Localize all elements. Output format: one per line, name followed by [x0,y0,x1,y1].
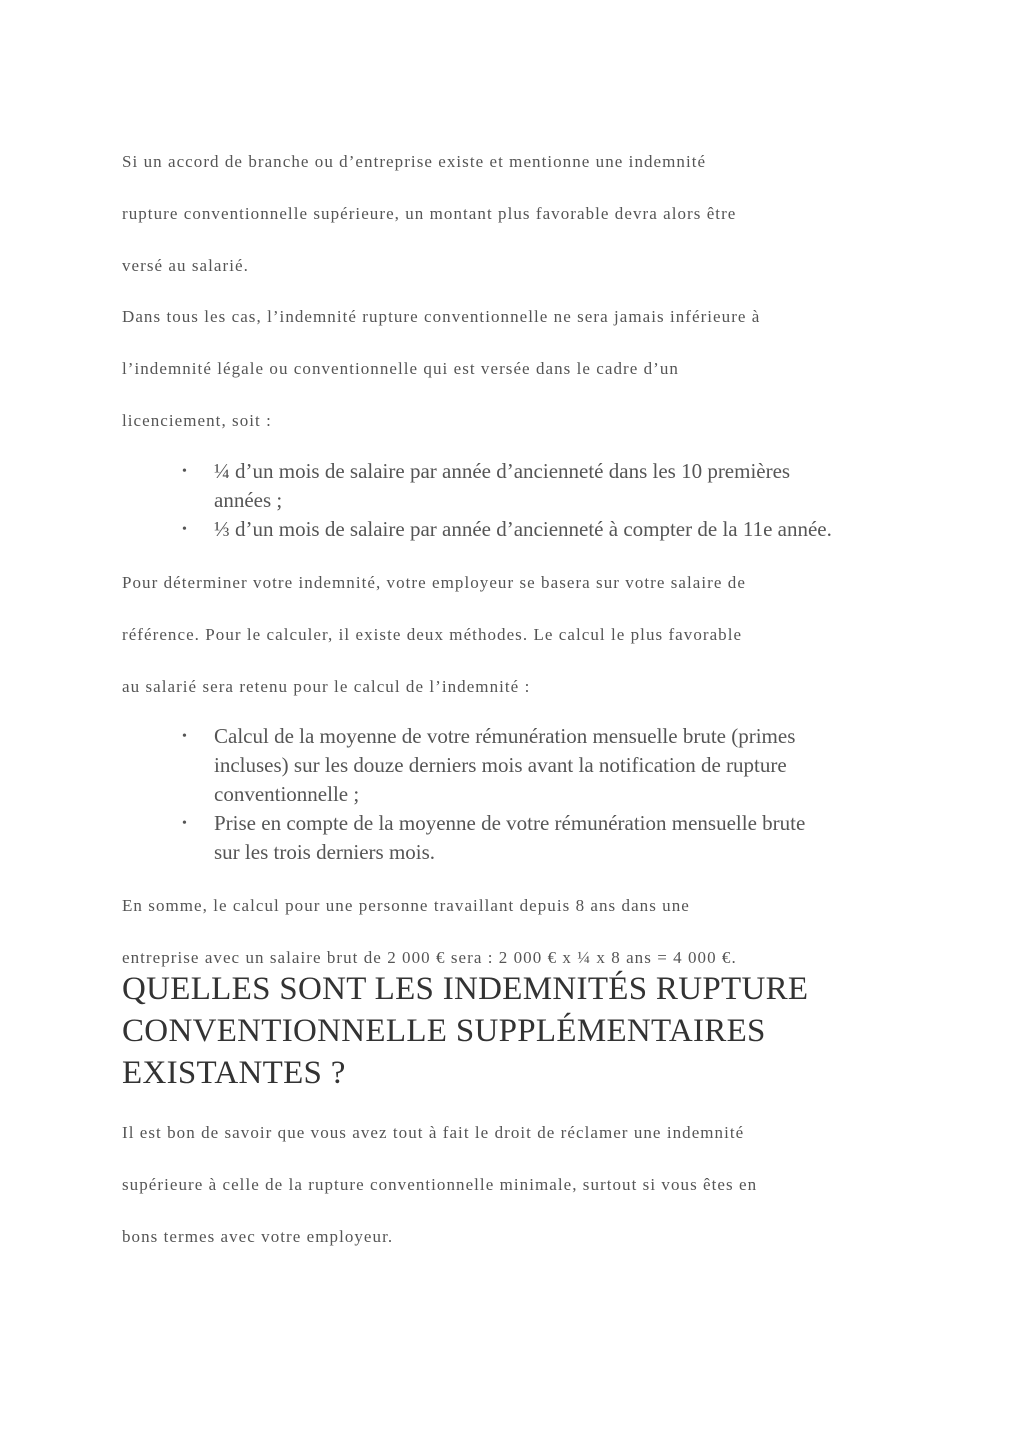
list-item-line: incluses) sur les douze derniers mois avant la notification de rupture [214,753,787,777]
paragraph-line: En somme, le calcul pour une personne travaillant depuis 8 ans dans une [122,896,690,915]
paragraph-line: licenciement, soit : [122,411,272,430]
section-heading [122,968,922,1094]
list-item [182,722,922,809]
bullet-icon: • [182,729,187,744]
indemnity-rate-list [182,457,922,544]
paragraph-line: bons termes avec votre employeur. [122,1227,394,1246]
list-item [182,515,922,544]
list-item-line: années ; [214,488,283,512]
list-item-line: ¼ d’un mois de salaire par année d’ancienneté dans les 10 premières [214,459,791,483]
list-item-line: Prise en compte de la moyenne de votre rémunération mensuelle brute [214,811,806,835]
heading-line: CONVENTIONNELLE SUPPLÉMENTAIRES [122,1013,766,1049]
list-item-line: conventionnelle ; [214,782,360,806]
bullet-icon: • [182,816,187,831]
paragraph-line: versé au salarié. [122,256,249,275]
list-item-line: Calcul de la moyenne de votre rémunération mensuelle brute (primes [214,724,796,748]
paragraph-line: l’indemnité légale ou conventionnelle qui est versée dans le cadre d’un [122,359,679,378]
paragraph-line: entreprise avec un salaire brut de 2 000 € sera : 2 000 € x ¼ x 8 ans = 4 000 €. [122,948,737,967]
paragraph-line: supérieure à celle de la rupture conventionnelle minimale, surtout si vous êtes en [122,1175,758,1194]
paragraph-line: au salarié sera retenu pour le calcul de l’indemnité : [122,677,531,696]
paragraph-line: rupture conventionnelle supérieure, un montant plus favorable devra alors être [122,204,737,223]
list-item-line: ⅓ d’un mois de salaire par année d’ancienneté à compter de la 11e année. [214,517,832,541]
paragraph-line: référence. Pour le calculer, il existe deux méthodes. Le calcul le plus favorable [122,625,743,644]
paragraph-minimum-indemnity [122,291,912,447]
bullet-icon: • [182,522,187,537]
heading-line: QUELLES SONT LES INDEMNITÉS RUPTURE [122,971,809,1007]
heading-line: EXISTANTES ? [122,1055,346,1091]
paragraph-line: Pour déterminer votre indemnité, votre employeur se basera sur votre salaire de [122,573,746,592]
list-item [182,809,922,867]
paragraph-line: Il est bon de savoir que vous avez tout à fait le droit de réclamer une indemnité [122,1123,745,1142]
bullet-icon: • [182,464,187,479]
paragraph-line: Dans tous les cas, l’indemnité rupture conventionnelle ne sera jamais inférieure à [122,307,761,326]
paragraph-reference-salary [122,557,912,713]
paragraph-line: Si un accord de branche ou d’entreprise existe et mentionne une indemnité [122,152,707,171]
paragraph-higher-indemnity [122,1107,912,1263]
list-item [182,457,922,515]
calculation-method-list [182,722,922,867]
list-item-line: sur les trois derniers mois. [214,840,436,864]
paragraph-branch-agreement [122,136,912,292]
